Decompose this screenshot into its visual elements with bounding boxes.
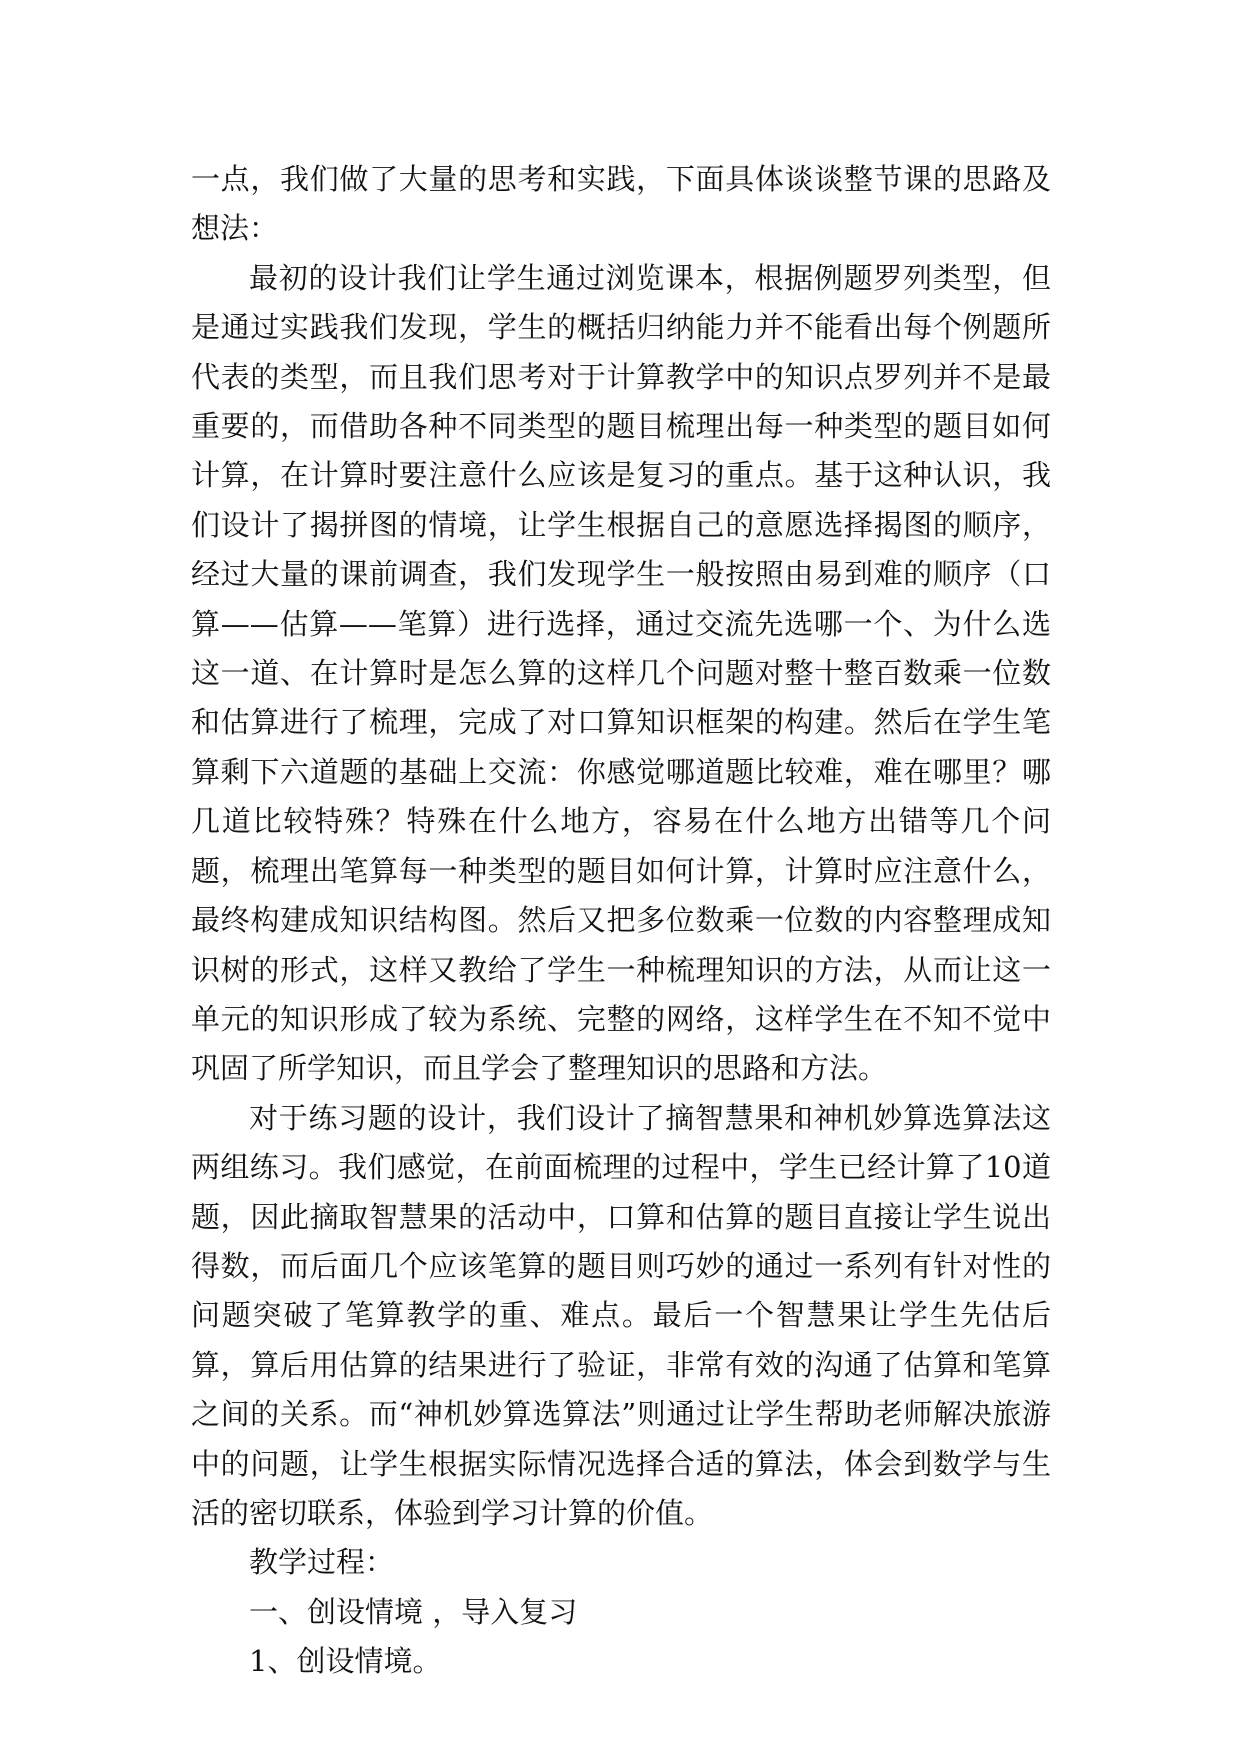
paragraph-intro-continuation: 一点，我们做了大量的思考和实践，下面具体谈谈整节课的思路及想法：	[191, 162, 1051, 246]
heading-subsection-one: 1、创设情境。	[249, 1644, 442, 1679]
heading-section-one: 一、创设情境 ，导入复习	[249, 1594, 578, 1629]
paragraph-exercise-design: 对于练习题的设计，我们设计了摘智慧果和神机妙算选算法这两组练习。我们感觉，在前面梳理的过程中，学生已经计算了10道题，因此摘取智慧果的活动中，口算和估算的题目直接让学生说出得数，而后面几个应该笔算的题目则巧妙的通过一系列有针对性的问题突破了笔算教学的重、难点。最后一个智慧果让学生先估后算，算后用估算的结果进行了验证，非常有效的沟通了估算和笔算之间的关系。而“神机妙算选算法”则通过让学生帮助老师解决旅游中的问题，让学生根据实际情况选择合适的算法，体会到数学与生活的密切联系，体验到学习计算的价值。	[191, 1100, 1051, 1530]
document-body	[191, 155, 1051, 1687]
heading-teaching-process: 教学过程：	[249, 1545, 395, 1580]
paragraph-design-process: 最初的设计我们让学生通过浏览课本，根据例题罗列类型，但是通过实践我们发现，学生的概括归纳能力并不能看出每个例题所代表的类型，而且我们思考对于计算教学中的知识点罗列并不是最重要的，而借助各种不同类型的题目梳理出每一种类型的题目如何计算，在计算时要注意什么应该是复习的重点。基于这种认识，我们设计了揭拼图的情境，让学生根据自己的意愿选择揭图的顺序，经过大量的课前调查，我们发现学生一般按照由易到难的顺序（口算——估算——笔算）进行选择，通过交流先选哪一个、为什么选这一道、在计算时是怎么算的这样几个问题对整十整百数乘一位数和估算进行了梳理，完成了对口算知识框架的构建。然后在学生笔算剩下六道题的基础上交流：你感觉哪道题比较难，难在哪里？哪几道比较特殊？特殊在什么地方，容易在什么地方出错等几个问题，梳理出笔算每一种类型的题目如何计算，计算时应注意什么，最终构建成知识结构图。然后又把多位数乘一位数的内容整理成知识树的形式，这样又教给了学生一种梳理知识的方法，从而让这一单元的知识形成了较为系统、完整的网络，这样学生在不知不觉中巩固了所学知识，而且学会了整理知识的思路和方法。	[191, 260, 1051, 1086]
